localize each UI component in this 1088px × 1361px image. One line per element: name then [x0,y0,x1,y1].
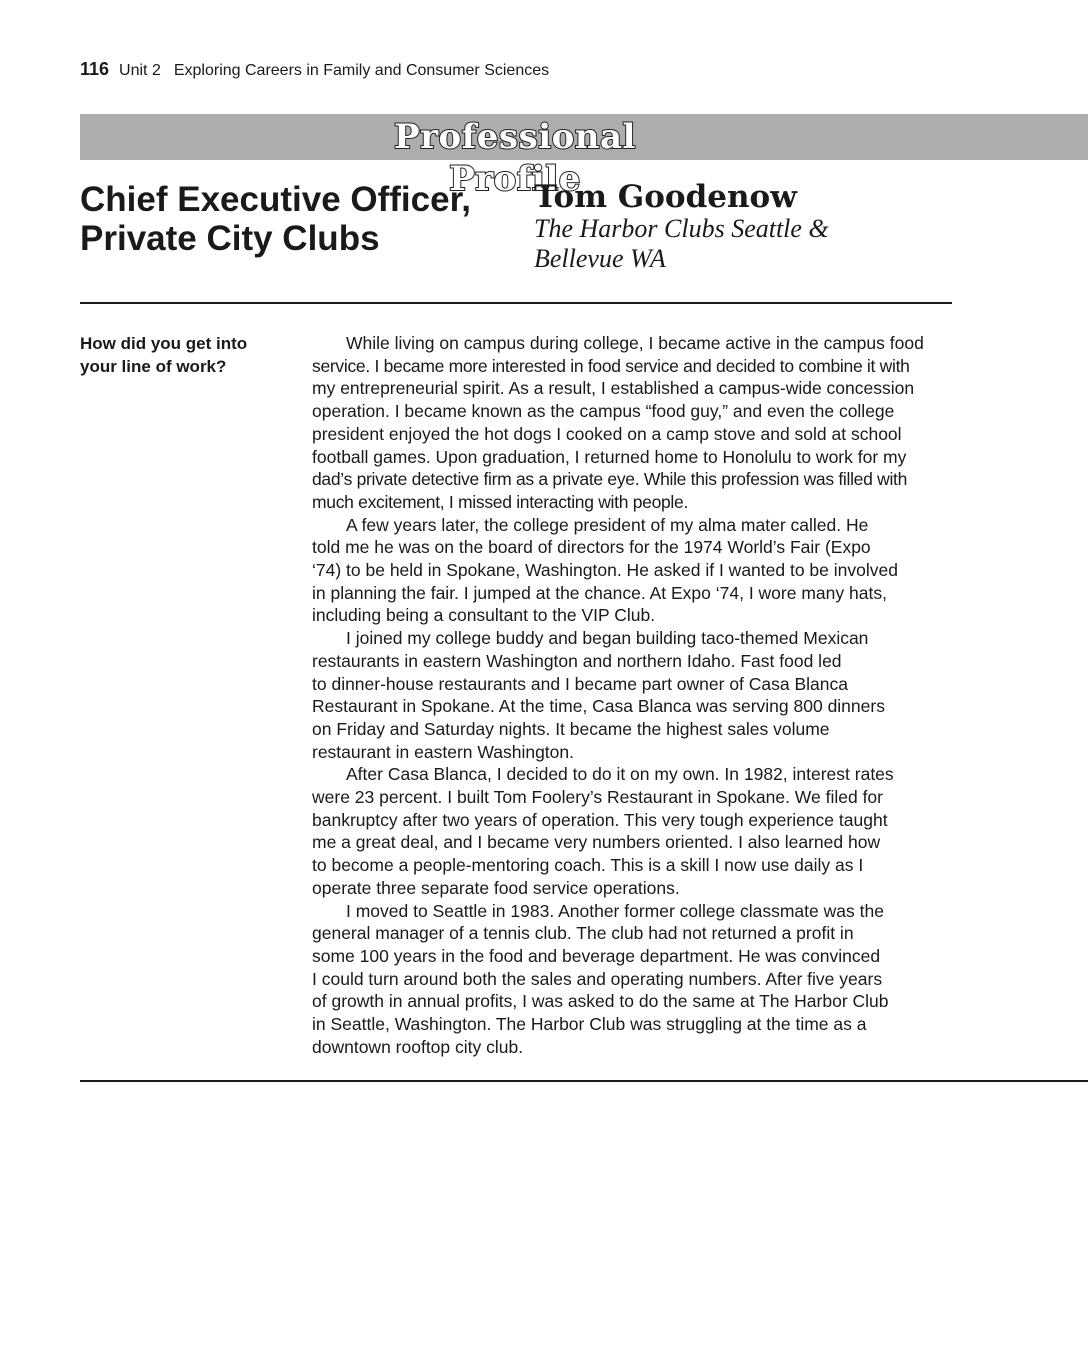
answer-line: Restaurant in Spokane. At the time, Casa Blanca was serving 800 dinners [312,696,885,717]
job-title [80,180,510,258]
answer-line: I could turn around both the sales and operating numbers. After five years [312,968,883,989]
organization-line: The Harbor Clubs Seattle & [534,214,829,243]
running-head [80,58,549,82]
answer-line: including being a consultant to the VIP Club. [312,605,656,626]
answer-line: bankruptcy after two years of operation. This very tough experience taught [312,809,888,830]
answer-line: to dinner-house restaurants and I became part owner of Casa Blanca [312,673,849,694]
answer-line: After Casa Blanca, I decided to do it on my own. In 1982, interest rates [346,764,894,785]
organization [534,214,934,274]
top-divider [80,302,952,304]
answer-line: president enjoyed the hot dogs I cooked on a camp stove and sold at school [312,423,902,444]
answer-paragraph [312,627,957,763]
question-line: How did you get into [80,334,248,353]
person-name: Tom Goodenow [534,179,797,215]
answer-line: I moved to Seattle in 1983. Another former college classmate was the [346,900,884,921]
answer-line: to become a people-mentoring coach. This is a skill I now use daily as I [312,855,864,876]
answer-paragraph [312,900,957,1059]
answer-line: of growth in annual profits, I was asked to do the same at The Harbor Club [312,991,889,1012]
organization-line: Bellevue WA [534,244,666,273]
answer-paragraph [312,763,957,899]
answer-line: general manager of a tennis club. The club had not returned a profit in [312,923,854,944]
answer-line: dad’s private detective firm as a private eye. While this profession was filled with [312,469,908,490]
question-line: your line of work? [80,357,227,376]
answer-line: downtown rooftop city club. [312,1036,524,1057]
answer-line: football games. Upon graduation, I returned home to Honolulu to work for my [312,446,907,467]
page-number: 116 [80,59,110,79]
answer-line: restaurants in eastern Washington and northern Idaho. Fast food led [312,650,842,671]
answer-line: restaurant in eastern Washington. [312,741,574,762]
banner-title: Professional Profile [394,117,636,199]
answer-line: I joined my college buddy and began building taco-themed Mexican [346,628,869,649]
answer-line: service. I became more interested in food service and decided to combine it with [312,355,910,376]
answer-line: told me he was on the board of directors for the 1974 World’s Fair (Expo [312,537,871,558]
answer-line: my entrepreneurial spirit. As a result, I established a campus-wide concession [312,378,915,399]
answer-line: some 100 years in the food and beverage department. He was convinced [312,945,881,966]
answer-line: in planning the fair. I jumped at the chance. At Expo ‘74, I wore many hats, [312,582,887,603]
answer-line: While living on campus during college, I became active in the campus food [346,333,924,353]
job-title-line: Chief Executive Officer, [80,180,471,219]
job-title-line: Private City Clubs [80,219,380,258]
answer-line: on Friday and Saturday nights. It became the highest sales volume [312,718,830,739]
unit-label: Unit 2 [119,62,161,79]
running-head-title: Exploring Careers in Family and Consumer Sciences [173,62,550,79]
interview-answer [312,332,957,1059]
answer-line: were 23 percent. I built Tom Foolery’s Restaurant in Spokane. We filed for [312,787,883,808]
answer-paragraph [312,514,957,628]
answer-line: much excitement, I missed interacting with people. [312,491,689,512]
answer-line: operation. I became known as the campus “food guy,” and even the college [312,401,895,422]
interview-question [80,332,295,378]
answer-line: operate three separate food service operations. [312,877,680,898]
answer-line: in Seattle, Washington. The Harbor Club was struggling at the time as a [312,1014,867,1035]
answer-line: A few years later, the college president of my alma mater called. He [346,514,869,535]
answer-line: me a great deal, and I became very numbers oriented. I also learned how [312,832,881,853]
answer-line: ‘74) to be held in Spokane, Washington. He asked if I wanted to be involved [312,560,898,581]
bottom-divider [80,1080,1088,1082]
answer-paragraph [312,332,957,514]
